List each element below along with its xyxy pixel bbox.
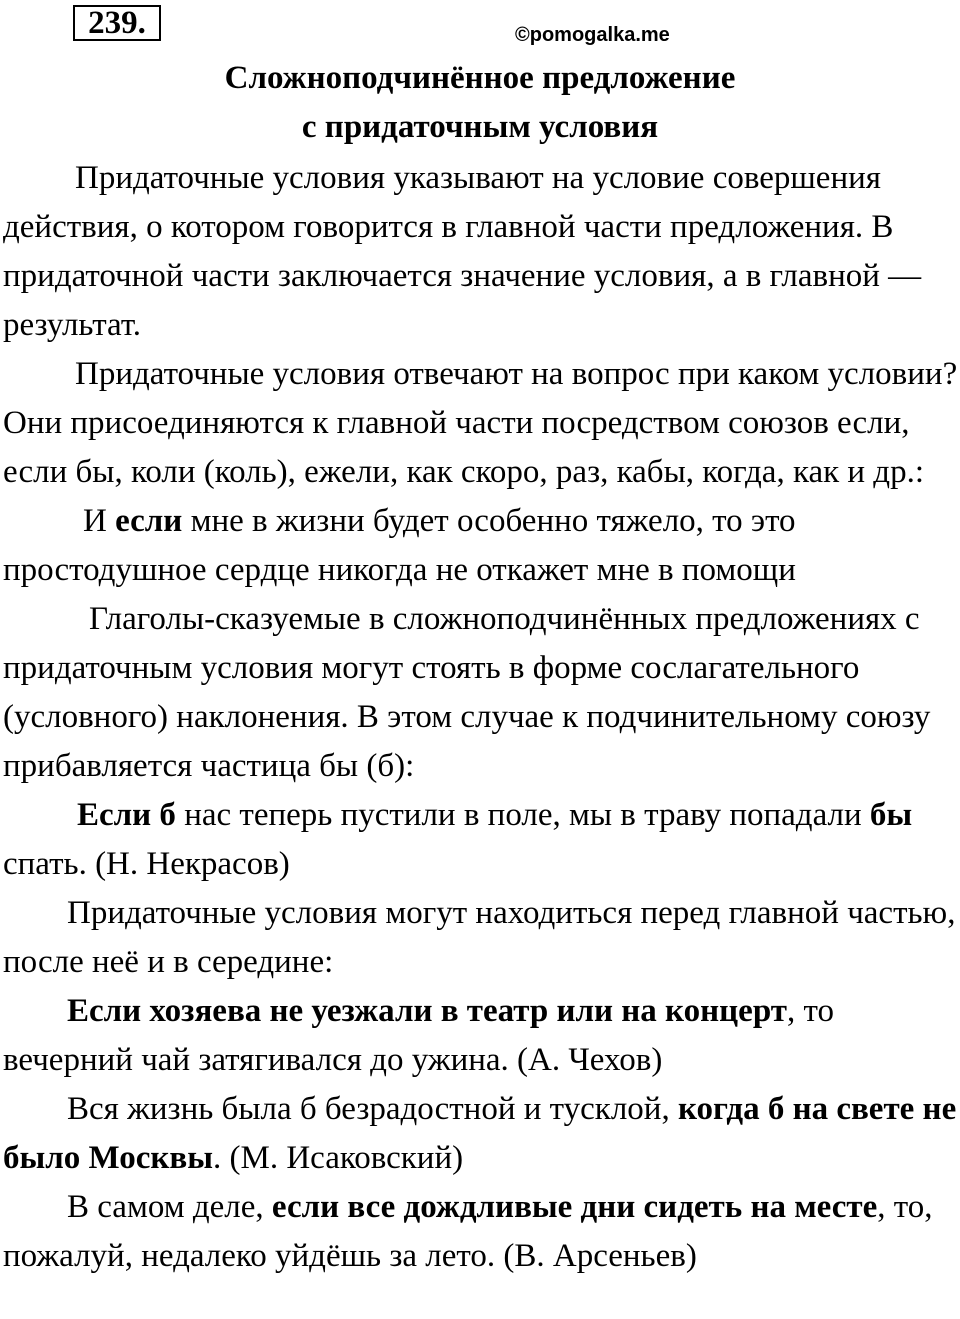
example-3-text: , то вечерний чай затягивался до ужина. (А. Чехов) bbox=[3, 993, 834, 1078]
example-2-source: спать. (Н. Некрасов) bbox=[3, 846, 290, 882]
title-line-1: Сложноподчинённое предложение bbox=[224, 60, 736, 96]
example-1-text: И bbox=[83, 503, 116, 539]
paragraph-position: Придаточные условия могут находиться перед главной частью, после неё и в середине: bbox=[3, 895, 956, 980]
example-5-text: В самом деле, bbox=[67, 1189, 272, 1225]
example-4-source: . (М. Исаковский) bbox=[213, 1140, 464, 1176]
paragraph-conjunctions: Придаточные условия отвечают на вопрос при каком условии? Они присоединяются к главной части посредством союзов если, если бы, коли (коль), ежели, как скоро, раз, кабы, когда, как и др.: bbox=[3, 356, 958, 490]
title-line-2: с придаточным условия bbox=[301, 109, 659, 145]
example-2-bold-end: бы bbox=[869, 797, 913, 833]
example-4-bold: когда б на свете не было Москвы bbox=[3, 1091, 957, 1176]
example-4-text: Вся жизнь была б безрадостной и тусклой, bbox=[67, 1091, 678, 1127]
paragraph-definition: Придаточные условия указывают на условие совершения действия, о котором говорится в главной части предложения. В придаточной части заключается значение условия, а в главной — результат. bbox=[3, 160, 922, 343]
exercise-number: 239. bbox=[73, 5, 161, 41]
example-2 bbox=[3, 791, 958, 889]
watermark: ©pomogalka.me bbox=[515, 24, 670, 46]
paragraph-subjunctive: Глаголы-сказуемые в сложноподчинённых предложениях с придаточным условия могут стоять в форме сослагательного (условного) наклонения. В этом случае к подчинительному союзу прибавляется частица бы (б): bbox=[3, 601, 931, 784]
example-2-bold-start: Если б bbox=[77, 797, 176, 833]
example-5-bold: если все дождливые дни сидеть на месте bbox=[271, 1189, 878, 1225]
example-2-text: нас теперь пустили в поле, мы в траву попадали bbox=[175, 797, 870, 833]
example-3-bold: Если хозяева не уезжали в театр или на концерт bbox=[67, 993, 787, 1029]
example-1-text-end: мне в жизни будет особенно тяжело, то это простодушное сердце никогда не откажет мне в помощи bbox=[3, 503, 796, 588]
example-4 bbox=[3, 1085, 958, 1183]
example-5 bbox=[3, 1183, 958, 1281]
example-5-source: , то, пожалуй, недалеко уйдёшь за лето. (В. Арсеньев) bbox=[3, 1189, 933, 1274]
example-1-bold: если bbox=[115, 503, 183, 539]
example-1 bbox=[3, 497, 958, 595]
example-3 bbox=[3, 987, 958, 1085]
body-text bbox=[3, 154, 958, 1281]
